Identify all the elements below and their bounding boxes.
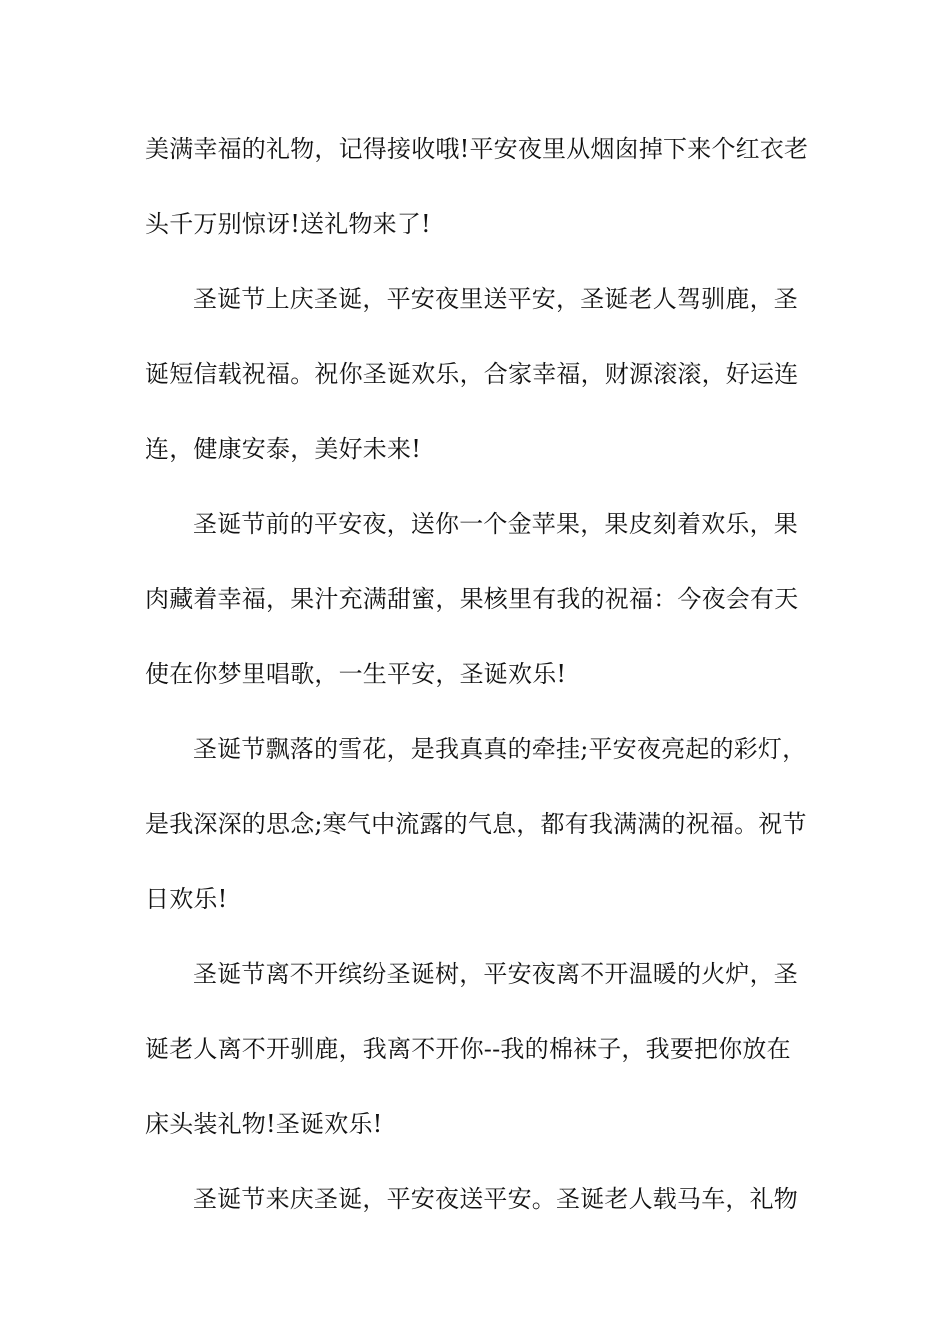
paragraph-line: 日欢乐! bbox=[145, 885, 228, 913]
paragraph-first-line: 圣诞节前的平安夜，送你一个金苹果，果皮刻着欢乐，果 bbox=[193, 510, 798, 538]
paragraph-first-line: 圣诞节离不开缤纷圣诞树，平安夜离不开温暖的火炉，圣 bbox=[193, 960, 798, 988]
paragraph-line: 连，健康安泰，美好未来! bbox=[145, 435, 422, 463]
document-body bbox=[145, 120, 807, 1237]
paragraph-first-line: 圣诞节上庆圣诞，平安夜里送平安，圣诞老人驾驯鹿，圣 bbox=[193, 285, 798, 313]
paragraph-line: 使在你梦里唱歌，一生平安，圣诞欢乐! bbox=[145, 660, 567, 688]
paragraph-line: 诞短信载祝福。祝你圣诞欢乐，合家幸福，财源滚滚，好运连 bbox=[145, 360, 799, 388]
paragraph-line: 美满幸福的礼物，记得接收哦!平安夜里从烟囱掉下来个红衣老 bbox=[145, 135, 809, 163]
paragraph-line: 诞老人离不开驯鹿，我离不开你--我的棉袜子，我要把你放在 bbox=[145, 1035, 791, 1063]
paragraph-first-line: 圣诞节来庆圣诞，平安夜送平安。圣诞老人载马车，礼物 bbox=[193, 1185, 798, 1213]
paragraph-line: 头千万别惊讶!送礼物来了! bbox=[145, 210, 431, 238]
paragraph-line: 是我深深的思念;寒气中流露的气息，都有我满满的祝福。祝节 bbox=[145, 810, 807, 838]
paragraph-line: 肉藏着幸福，果汁充满甜蜜，果核里有我的祝福：今夜会有天 bbox=[145, 585, 799, 613]
paragraph-line: 床头装礼物!圣诞欢乐! bbox=[145, 1110, 383, 1138]
paragraph-first-line: 圣诞节飘落的雪花，是我真真的牵挂;平安夜亮起的彩灯， bbox=[193, 735, 807, 763]
